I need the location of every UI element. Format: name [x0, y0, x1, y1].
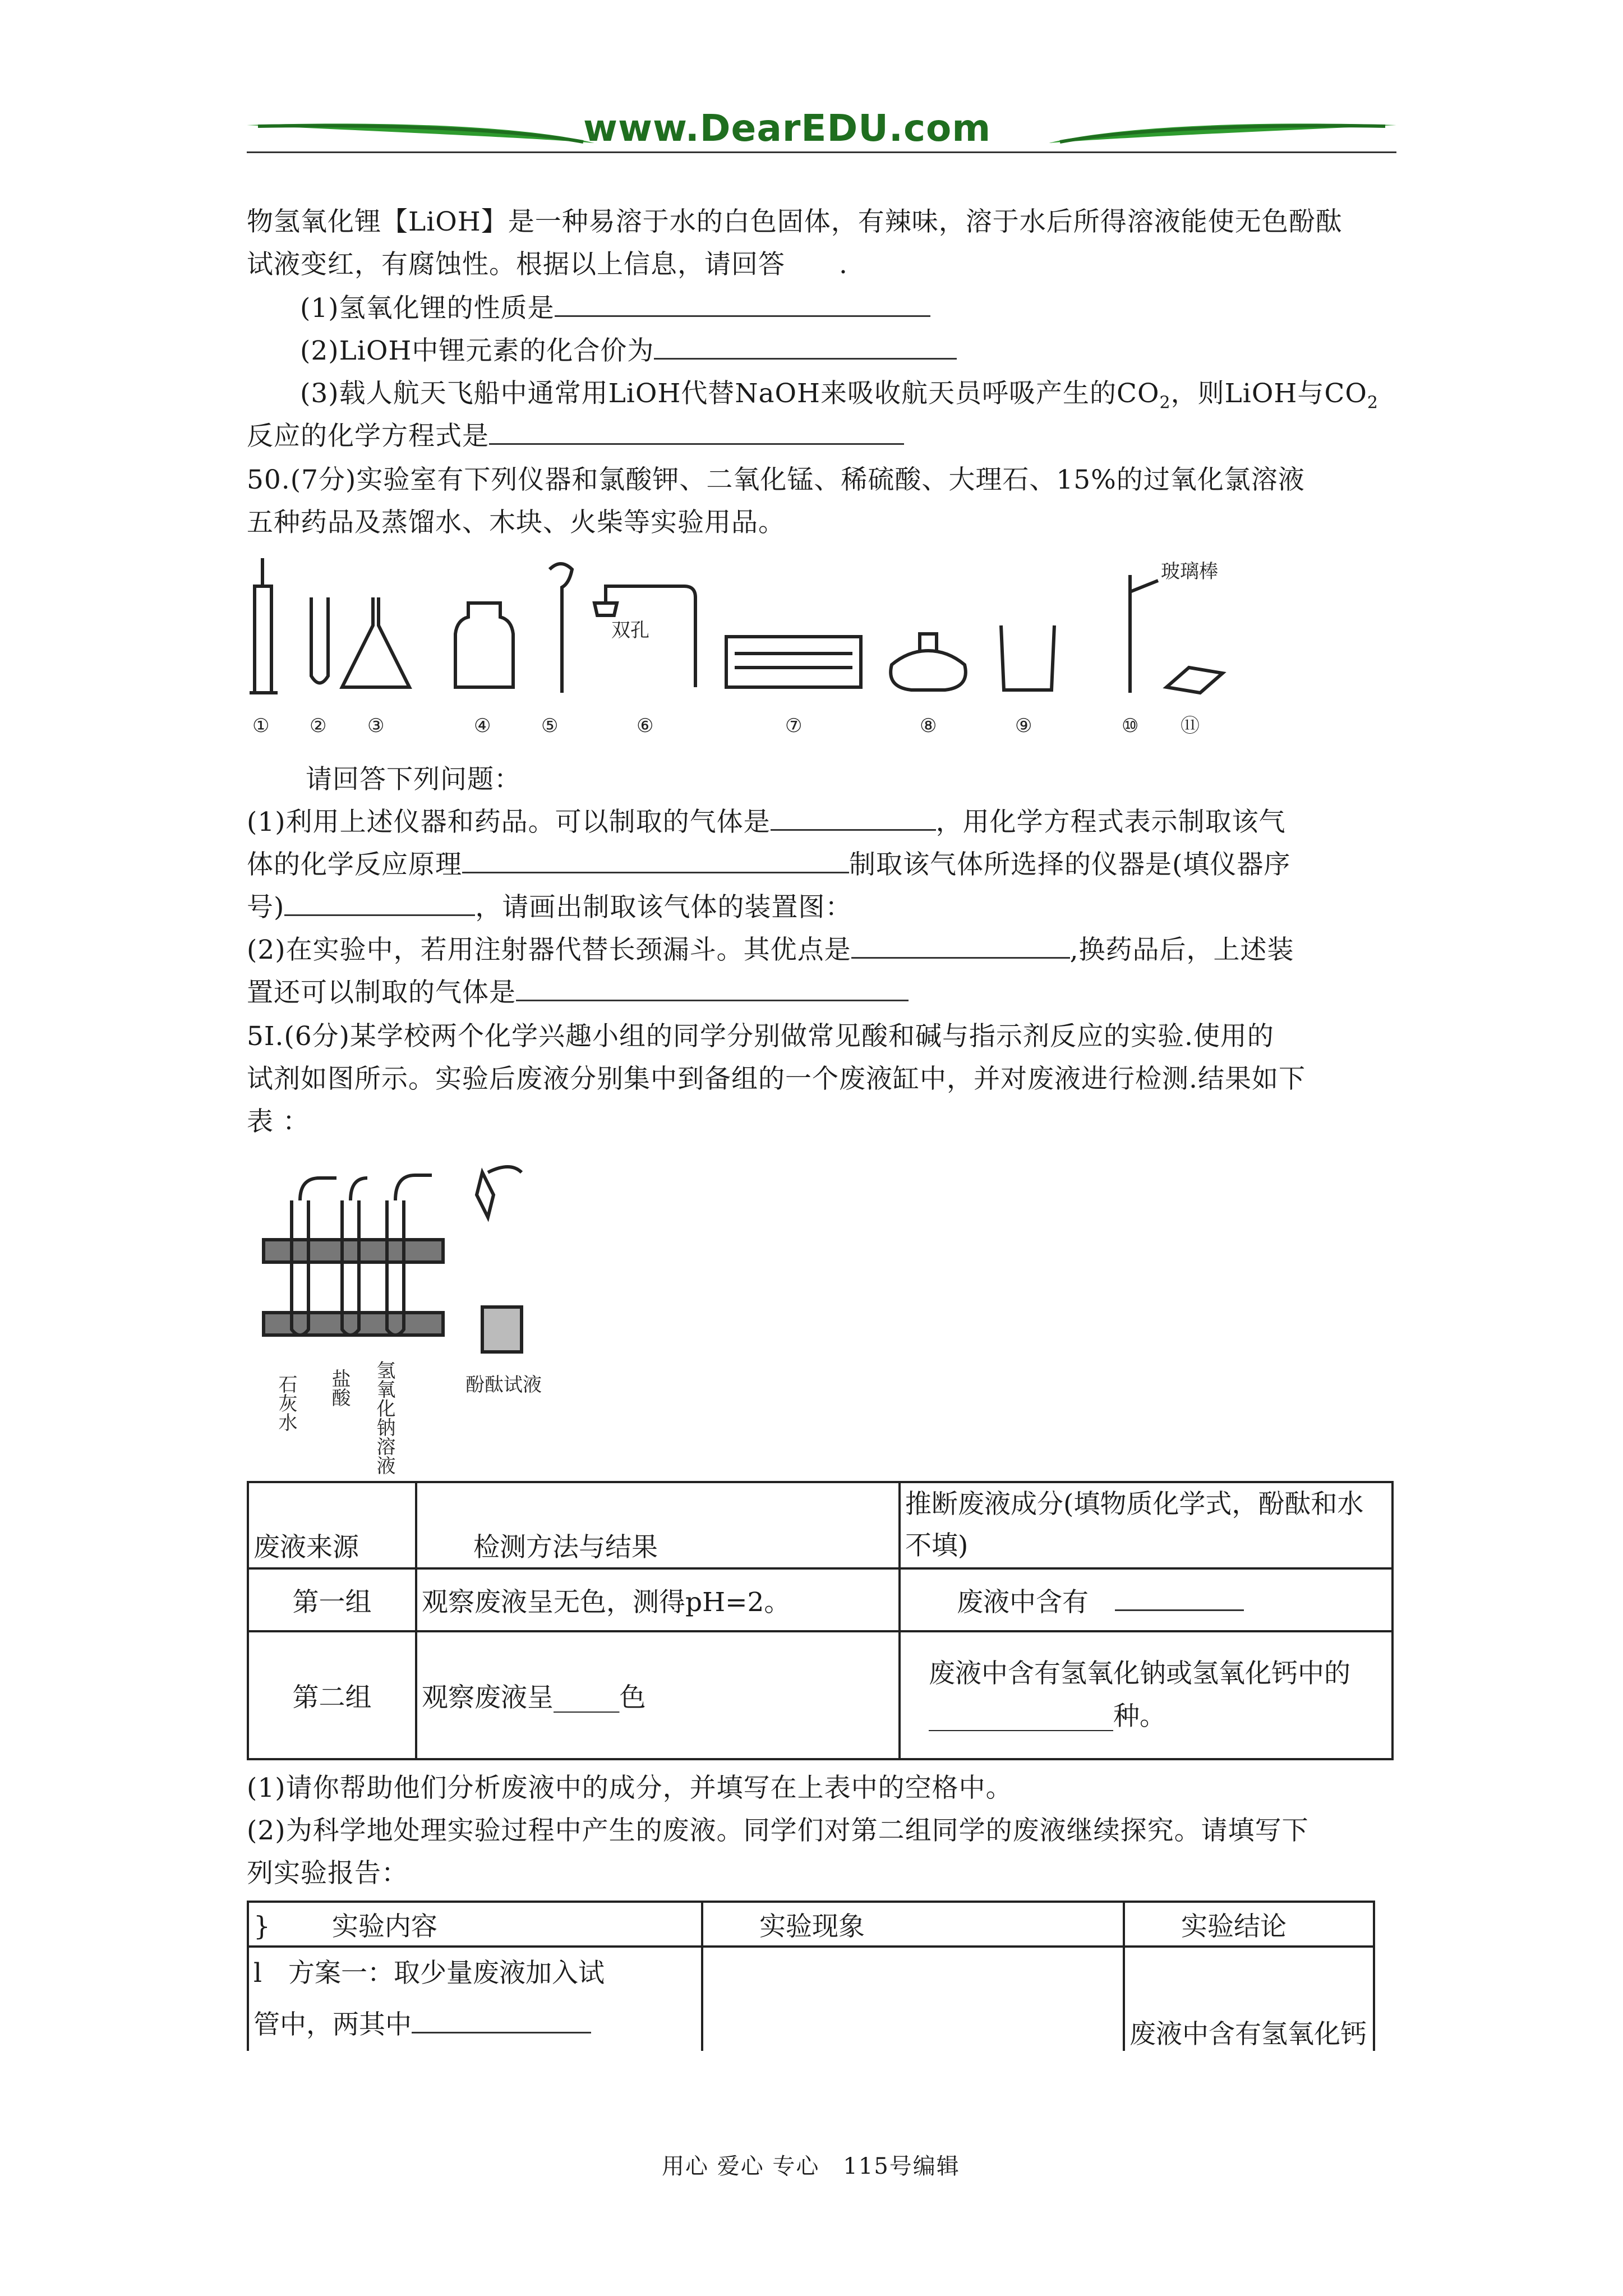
answer-blank-plan1[interactable] [412, 2009, 591, 2033]
table-row [248, 1568, 1393, 1631]
answer-blank-group1[interactable] [1115, 1587, 1244, 1611]
answer-blank-gas[interactable] [771, 807, 936, 831]
apparatus-label-4: ④ [474, 715, 491, 737]
apparatus-label-9: ⑨ [1015, 715, 1032, 737]
answer-1-line1: (1)利用上述仪器和药品。可以制取的气体是 ，用化学方程式表示制取该气 [247, 807, 1286, 838]
cell-group-2-inference: 废液中含有氢氧化钠或氢氧化钙中的______________种。 [900, 1631, 1393, 1759]
table-header-row [248, 1902, 1374, 1947]
apparatus-label-8: ⑧ [920, 715, 937, 737]
experiment-report-table [247, 1901, 1375, 2051]
label-phenolphthalein: 酚酞试液 [465, 1374, 542, 1396]
apparatus-label-6: ⑥ [637, 715, 654, 737]
answer-2-line2: 置还可以制取的气体是 [247, 972, 909, 1014]
cell-group-2: 第二组 [248, 1631, 416, 1759]
answer-1-line3: 号) ，请画出制取该气体的装置图： [247, 892, 852, 923]
cell-group-1: 第一组 [248, 1568, 416, 1631]
cell-plan-1-conclusion: 废液中含有氢氧化钙 [1124, 1947, 1374, 2051]
after-table-2-line2: 列实验报告： [247, 1858, 408, 1889]
label-naoh-solution: 氢氧化钠溶液 [373, 1360, 395, 1475]
waste-liquid-table [247, 1481, 1394, 1760]
p1-line2: 试液变红，有腐蚀性。根据以上信息，请回答 . [247, 249, 848, 280]
site-logo: www.DearEDU.com [583, 107, 992, 150]
header-rule [247, 151, 1396, 153]
apparatus-label-5: ⑤ [541, 715, 559, 737]
header-content: } 实验内容 [248, 1902, 702, 1947]
apparatus-label-3: ③ [367, 715, 385, 737]
please-answer: 请回答下列问题： [306, 764, 521, 795]
q50-line2: 五种药品及蒸馏水、木块、火柴等实验用品。 [247, 507, 785, 538]
header-conclusion: 实验结论 [1124, 1902, 1374, 1947]
table-row [248, 1947, 1374, 2051]
apparatus-label-1: ① [252, 715, 270, 737]
label-hydrochloric-acid: 盐酸 [328, 1369, 351, 1407]
answer-1-line2: 体的化学反应原理 制取该气体所选择的仪器是(填仪器序 [247, 849, 1291, 880]
cell-group-1-method: 观察废液呈无色，测得pH=2。 [416, 1568, 900, 1631]
answer-blank-instruments[interactable] [284, 892, 475, 916]
header-phenomenon: 实验现象 [702, 1902, 1124, 1947]
question-3-line2: 反应的化学方程式是 [247, 415, 904, 458]
after-table-2-line1: (2)为科学地处理实验过程中产生的废液。同学们对第二组同学的废液继续探究。请填写下 [247, 1815, 1309, 1846]
p1-line1: 物氢氧化锂【LiOH】是一种易溶于水的白色固体，有辣味，溶于水后所得溶液能使无色酚酞 [247, 206, 1343, 237]
after-table-1: (1)请你帮助他们分析废液中的成分，并填写在上表中的空格中。 [247, 1773, 1013, 1803]
label-glass-rod: 玻璃棒 [1161, 560, 1218, 583]
answer-2-line1: (2)在实验中，若用注射器代替长颈漏斗。其优点是 ,换药品后，上述装 [247, 935, 1294, 965]
cell-plan-1-phenomenon[interactable] [702, 1947, 1124, 2051]
question-1: (1)氢氧化锂的性质是 [300, 287, 930, 330]
header-inference: 推断废液成分(填物质化学式，酚酞和水不填) [900, 1482, 1393, 1568]
question-3: (3)载人航天飞船中通常用LiOH代替NaOH来吸收航天员呼吸产生的$CO_2$，则LiOH与$CO_2$ [300, 378, 1378, 413]
cell-plan-1: l 方案一：取少量废液加入试 管中，两其中 [248, 1947, 702, 2051]
answer-blank-3[interactable] [489, 421, 904, 445]
answer-blank-2[interactable] [654, 335, 957, 360]
label-limewater: 石灰水 [275, 1374, 297, 1432]
apparatus-label-10: ⑩ [1122, 715, 1139, 737]
table-row [248, 1631, 1393, 1759]
apparatus-label-11: ⑪ [1181, 715, 1200, 737]
header-source: 废液来源 [248, 1482, 416, 1568]
q51-line3: 表 ： [247, 1106, 310, 1137]
cell-group-1-inference: 废液中含有 [900, 1568, 1393, 1631]
q50-line1: 50.(7分)实验室有下列仪器和氯酸钾、二氧化锰、稀硫酸、大理石、15%的过氧化氯溶液 [247, 464, 1305, 495]
answer-blank-other-gas[interactable] [516, 977, 909, 1001]
q51-line2: 试剂如图所示。实验后废液分别集中到备组的一个废液缸中，并对废液进行检测.结果如下 [247, 1064, 1306, 1094]
apparatus-figure [247, 553, 1234, 743]
q51-line1: 5I.(6分)某学校两个化学兴趣小组的同学分别做常见酸和碱与指示剂反应的实验.使用的 [247, 1021, 1274, 1052]
answer-blank-advantage[interactable] [851, 935, 1070, 959]
test-tube-rack-figure [247, 1150, 561, 1475]
cell-group-2-method: 观察废液呈_____色 [416, 1631, 900, 1759]
answer-blank-equation[interactable] [462, 849, 849, 873]
header-method: 检测方法与结果 [416, 1482, 900, 1568]
page-footer: 用心 爱心 专心 115号编辑 [662, 2154, 960, 2179]
label-double-hole: 双孔 [611, 619, 649, 642]
question-2: (2)LiOH中锂元素的化合价为 [300, 330, 957, 372]
table-header-row [248, 1482, 1393, 1568]
answer-blank-1[interactable] [555, 293, 930, 317]
apparatus-label-2: ② [310, 715, 327, 737]
apparatus-label-7: ⑦ [785, 715, 803, 737]
